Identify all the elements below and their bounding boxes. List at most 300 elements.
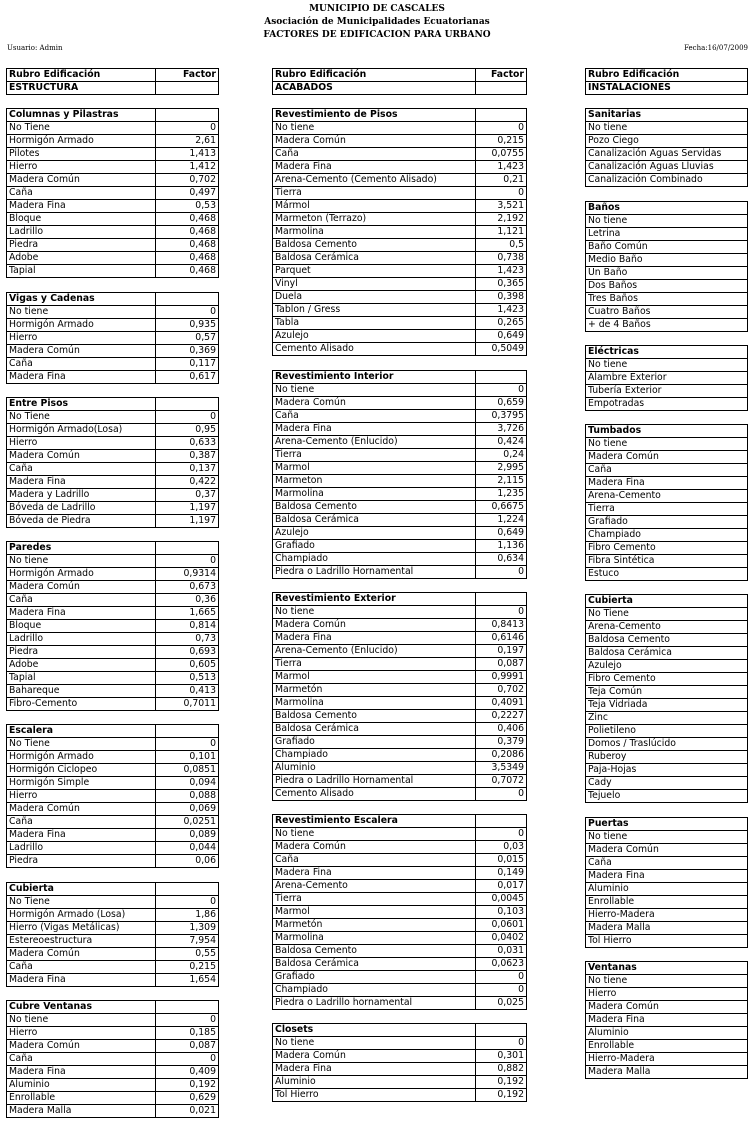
factor-value: 1,309 [156, 921, 219, 934]
factor-value: 3,521 [476, 200, 527, 213]
table-row [586, 1066, 748, 1079]
section-header-row [273, 109, 527, 122]
factor-value: 0 [476, 971, 527, 984]
table-row [586, 921, 748, 934]
item-name: No Tiene [7, 895, 156, 908]
item-name: Cady [586, 777, 748, 790]
item-name: Hormigón Armado [7, 135, 156, 148]
factor-value: 0,673 [156, 581, 219, 594]
table-row [7, 252, 219, 265]
header-factor [476, 82, 527, 95]
item-name: Piedra o Ladrillo Hornamental [273, 565, 476, 578]
factor-value: 1,197 [156, 501, 219, 514]
factor-value: 0,0623 [476, 958, 527, 971]
factor-value: 0,702 [476, 683, 527, 696]
item-name: Madera Fina [273, 1063, 476, 1076]
factor-value: 0,468 [156, 265, 219, 278]
item-name: Aluminio [273, 761, 476, 774]
table-row [7, 829, 219, 842]
table-row [7, 620, 219, 633]
item-name: Tierra [273, 893, 476, 906]
item-name: Marmolina [273, 696, 476, 709]
factor-value: 2,192 [476, 213, 527, 226]
item-name: Canalización Aguas Servidas [586, 148, 748, 161]
table-row [273, 722, 527, 735]
factor-value: 0,629 [156, 1092, 219, 1105]
table-row [273, 1089, 527, 1102]
factor-value: 0 [476, 122, 527, 135]
factor-value: 0,069 [156, 803, 219, 816]
item-name: Hierro (Vigas Metálicas) [7, 921, 156, 934]
table-row [586, 477, 748, 490]
section-gap [585, 95, 748, 108]
item-name: Dos Baños [586, 279, 748, 292]
table-row [586, 253, 748, 266]
item-name: Hormigón Armado [7, 751, 156, 764]
item-name: Estereoestructura [7, 934, 156, 947]
table-row [586, 647, 748, 660]
item-name: Cemento Alisado [273, 787, 476, 800]
date-label: Fecha:16/07/2009 [684, 44, 748, 52]
factor-value: 0,95 [156, 423, 219, 436]
factor-value: 0,5049 [476, 343, 527, 356]
item-name: Madera Malla [586, 1066, 748, 1079]
table-row [273, 187, 527, 200]
table-row [7, 855, 219, 868]
item-name: Tierra [273, 448, 476, 461]
table-row [273, 631, 527, 644]
section-gap [585, 803, 748, 816]
factor-value: 0,087 [156, 1040, 219, 1053]
factor-value: 0,468 [156, 226, 219, 239]
table-row [273, 945, 527, 958]
table-row [7, 514, 219, 527]
item-name: Marmolina [273, 226, 476, 239]
table-row [7, 764, 219, 777]
header-factor [476, 1024, 527, 1037]
table-row [273, 787, 527, 800]
table-row [273, 1063, 527, 1076]
section-gap [6, 987, 219, 1000]
table-row [586, 869, 748, 882]
item-name: Empotradas [586, 397, 748, 410]
item-name: Pilotes [7, 148, 156, 161]
table-row [273, 1037, 527, 1050]
item-name: + de 4 Baños [586, 318, 748, 331]
table-row [273, 487, 527, 500]
factor-value: 0,3795 [476, 409, 527, 422]
item-name: Tres Baños [586, 292, 748, 305]
table-row [7, 1053, 219, 1066]
table-row [273, 854, 527, 867]
section-title: ESTRUCTURA [7, 82, 156, 95]
factor-value: 0,7072 [476, 774, 527, 787]
item-name: Hormigón Simple [7, 777, 156, 790]
item-name: Baldosa Cemento [273, 239, 476, 252]
section-gap [585, 581, 748, 594]
factor-value: 0,659 [476, 396, 527, 409]
municipality-title: MUNICIPIO DE CASCALES [309, 4, 445, 14]
item-name: Madera Común [273, 841, 476, 854]
table-row [7, 344, 219, 357]
table-row [586, 279, 748, 292]
section-header-row [7, 109, 219, 122]
table-row [586, 764, 748, 777]
item-name: Tabla [273, 317, 476, 330]
item-name: Hierro [7, 790, 156, 803]
section-gap [6, 278, 219, 291]
factor-value: 0,468 [156, 252, 219, 265]
item-name: Enrollable [586, 895, 748, 908]
section-title: Paredes [7, 542, 156, 555]
item-name: Adobe [7, 252, 156, 265]
item-name: Madera Fina [586, 1014, 748, 1027]
section-title: INSTALACIONES [586, 82, 748, 95]
item-name: Tierra [273, 657, 476, 670]
column-header-table [272, 68, 527, 95]
factor-value: 0,215 [156, 960, 219, 973]
section-header-row [7, 397, 219, 410]
factor-value: 1,423 [476, 304, 527, 317]
table-row [7, 1105, 219, 1118]
section-title: Ventanas [586, 962, 748, 975]
table-row [273, 696, 527, 709]
factor-value: 0,702 [156, 174, 219, 187]
table-row [586, 227, 748, 240]
item-name: Marmeton (Terrazo) [273, 213, 476, 226]
table-row [273, 265, 527, 278]
section-header-row [586, 425, 748, 438]
header-factor [476, 815, 527, 828]
report-title: FACTORES DE EDIFICACION PARA URBANO [263, 30, 491, 40]
factor-value: 1,423 [476, 161, 527, 174]
item-name: Grafiado [273, 539, 476, 552]
table-row [273, 618, 527, 631]
factor-value: 0,0045 [476, 893, 527, 906]
factor-value: 1,423 [476, 265, 527, 278]
section-title: Revestimiento Interior [273, 370, 476, 383]
estructura-column [6, 68, 219, 1118]
table-row [273, 239, 527, 252]
table-row [7, 1066, 219, 1079]
table-row [273, 709, 527, 722]
item-name: Marmol [273, 906, 476, 919]
section-header-row [7, 69, 219, 82]
section-title: Columnas y Pilastras [7, 109, 156, 122]
table-row [586, 122, 748, 135]
section-header-row [273, 592, 527, 605]
factor-value: 0,406 [476, 722, 527, 735]
factor-value: 1,665 [156, 607, 219, 620]
instalaciones-column [585, 68, 748, 1079]
table-row [7, 738, 219, 751]
item-name: Ruberoy [586, 751, 748, 764]
section-title: Escalera [7, 725, 156, 738]
item-name: Hierro [7, 161, 156, 174]
factor-value: 0 [156, 122, 219, 135]
factor-value: 0 [156, 555, 219, 568]
table-row [7, 475, 219, 488]
table-row [273, 670, 527, 683]
factor-value: 0,8413 [476, 618, 527, 631]
factor-value: 0,025 [476, 997, 527, 1010]
table-row [7, 488, 219, 501]
item-name: Tubería Exterior [586, 384, 748, 397]
table-row [7, 135, 219, 148]
item-name: No tiene [7, 1014, 156, 1027]
factor-value: 0,094 [156, 777, 219, 790]
item-name: Madera Fina [586, 477, 748, 490]
factor-value: 0,6675 [476, 500, 527, 513]
table-row [273, 565, 527, 578]
table-row [273, 932, 527, 945]
table-row [586, 555, 748, 568]
item-name: Tapial [7, 265, 156, 278]
factor-value: 0,9314 [156, 568, 219, 581]
item-name: Madera Común [273, 135, 476, 148]
section-header-row [7, 82, 219, 95]
table-row [273, 500, 527, 513]
factor-value: 0,398 [476, 291, 527, 304]
table-row [586, 568, 748, 581]
item-name: Baldosa Cerámica [273, 958, 476, 971]
item-name: Hierro-Madera [586, 1053, 748, 1066]
factor-value: 0,137 [156, 462, 219, 475]
factor-value: 0,2086 [476, 748, 527, 761]
factor-value: 0,117 [156, 357, 219, 370]
item-name: Ladrillo [7, 226, 156, 239]
table-row [7, 200, 219, 213]
section-gap [585, 948, 748, 961]
factor-value: 0,301 [476, 1050, 527, 1063]
section-table [585, 345, 748, 411]
item-name: Caña [273, 148, 476, 161]
item-name: Tierra [273, 187, 476, 200]
section-title: Revestimiento Escalera [273, 815, 476, 828]
item-name: Hormigón Armado [7, 318, 156, 331]
factor-value: 0,2227 [476, 709, 527, 722]
item-name: Tejuelo [586, 790, 748, 803]
table-row [7, 751, 219, 764]
item-name: Caña [7, 594, 156, 607]
table-row [273, 774, 527, 787]
section-header-row [586, 962, 748, 975]
section-header-row [7, 725, 219, 738]
table-row [273, 735, 527, 748]
item-name: Madera Malla [7, 1105, 156, 1118]
table-row [586, 686, 748, 699]
table-row [7, 581, 219, 594]
item-name: Pozo Ciego [586, 135, 748, 148]
item-name: Duela [273, 291, 476, 304]
header-factor [476, 109, 527, 122]
item-name: Caña [7, 1053, 156, 1066]
item-name: Arena-Cemento (Enlucido) [273, 435, 476, 448]
factor-value: 0,015 [476, 854, 527, 867]
factor-value: 0 [476, 787, 527, 800]
section-title: Rubro Edificación [273, 69, 476, 82]
factor-value: 0,468 [156, 213, 219, 226]
section-header-row [7, 882, 219, 895]
factor-value: 0,365 [476, 278, 527, 291]
table-row [273, 880, 527, 893]
factor-value: 0 [476, 383, 527, 396]
factor-value: 0,468 [156, 239, 219, 252]
section-table [272, 814, 527, 1010]
item-name: Tapial [7, 672, 156, 685]
factor-value: 0,149 [476, 867, 527, 880]
header-factor: Factor [476, 69, 527, 82]
table-row [273, 513, 527, 526]
table-row [273, 409, 527, 422]
table-row [7, 947, 219, 960]
table-row [7, 1027, 219, 1040]
table-row [586, 673, 748, 686]
factor-value: 0,935 [156, 318, 219, 331]
item-name: Piedra o Ladrillo hornamental [273, 997, 476, 1010]
item-name: Madera Fina [273, 422, 476, 435]
table-row [586, 725, 748, 738]
table-row [273, 841, 527, 854]
section-table [272, 108, 527, 356]
section-header-row [7, 542, 219, 555]
item-name: Madera Común [7, 344, 156, 357]
table-row [586, 305, 748, 318]
item-name: Tol Hierro [273, 1089, 476, 1102]
factor-value: 0,088 [156, 790, 219, 803]
factor-value: 0 [156, 410, 219, 423]
table-row [273, 200, 527, 213]
table-row [586, 712, 748, 725]
table-row [7, 607, 219, 620]
item-name: Aluminio [586, 1027, 748, 1040]
item-name: Arena-Cemento (Cemento Alisado) [273, 174, 476, 187]
item-name: Madera Fina [7, 973, 156, 986]
table-row [586, 777, 748, 790]
table-row [7, 698, 219, 711]
table-row [273, 748, 527, 761]
table-row [7, 213, 219, 226]
table-row [7, 318, 219, 331]
section-header-row [586, 817, 748, 830]
table-row [586, 895, 748, 908]
factor-value: 7,954 [156, 934, 219, 947]
factor-value: 0 [476, 1037, 527, 1050]
table-row [273, 226, 527, 239]
section-title: Eléctricas [586, 345, 748, 358]
item-name: No Tiene [7, 410, 156, 423]
column-header-table [6, 68, 219, 95]
table-row [273, 252, 527, 265]
item-name: Madera Fina [7, 607, 156, 620]
section-table [585, 108, 748, 187]
table-row [273, 761, 527, 774]
table-row [7, 370, 219, 383]
table-row [586, 516, 748, 529]
factor-value: 1,136 [476, 539, 527, 552]
table-row [7, 265, 219, 278]
factor-value: 0 [476, 984, 527, 997]
item-name: No tiene [7, 555, 156, 568]
factor-value: 0,387 [156, 449, 219, 462]
table-row [7, 239, 219, 252]
table-row [586, 699, 748, 712]
table-row [586, 318, 748, 331]
item-name: Tol Hierro [586, 934, 748, 947]
item-name: Madera y Ladrillo [7, 488, 156, 501]
item-name: Madera Común [7, 1040, 156, 1053]
item-name: Madera Fina [273, 161, 476, 174]
factor-value: 0 [156, 1014, 219, 1027]
factor-value: 1,235 [476, 487, 527, 500]
item-name: Hierro [7, 331, 156, 344]
table-row [586, 660, 748, 673]
table-row [586, 608, 748, 621]
section-table [272, 1023, 527, 1102]
factor-value: 0,215 [476, 135, 527, 148]
item-name: Fibro Cemento [586, 673, 748, 686]
table-row [273, 330, 527, 343]
section-title: Rubro Edificación [7, 69, 156, 82]
factor-value: 1,413 [156, 148, 219, 161]
item-name: Alambre Exterior [586, 371, 748, 384]
section-table [6, 1000, 219, 1118]
table-row [7, 1079, 219, 1092]
item-name: Hierro [7, 436, 156, 449]
item-name: Hierro-Madera [586, 908, 748, 921]
item-name: Baldosa Cemento [586, 634, 748, 647]
section-title: Cubierta [586, 595, 748, 608]
item-name: Vinyl [273, 278, 476, 291]
table-row [586, 451, 748, 464]
item-name: Madera Común [273, 396, 476, 409]
factor-value: 0,103 [476, 906, 527, 919]
factor-value: 0,53 [156, 200, 219, 213]
table-row [273, 971, 527, 984]
table-row [586, 908, 748, 921]
factor-value: 0,021 [156, 1105, 219, 1118]
item-name: Hormigón Ciclopeo [7, 764, 156, 777]
section-table [585, 817, 748, 948]
table-row [586, 438, 748, 451]
item-name: Baldosa Cemento [273, 709, 476, 722]
item-name: Marmolina [273, 487, 476, 500]
item-name: Piedra [7, 239, 156, 252]
item-name: Madera Común [273, 1050, 476, 1063]
item-name: Aluminio [586, 882, 748, 895]
item-name: Arena-Cemento (Enlucido) [273, 644, 476, 657]
item-name: Baldosa Cerámica [586, 647, 748, 660]
table-row [586, 975, 748, 988]
section-table [272, 370, 527, 579]
factor-value: 2,995 [476, 461, 527, 474]
item-name: Polietileno [586, 725, 748, 738]
section-table [6, 882, 219, 987]
item-name: Aluminio [273, 1076, 476, 1089]
item-name: Mármol [273, 200, 476, 213]
table-row [273, 1050, 527, 1063]
table-row [586, 503, 748, 516]
table-row [7, 803, 219, 816]
factor-value: 0,422 [156, 475, 219, 488]
table-row [586, 1027, 748, 1040]
factor-value: 0,0251 [156, 816, 219, 829]
section-header-row [586, 82, 748, 95]
table-row [7, 842, 219, 855]
item-name: Arena-Cemento [586, 490, 748, 503]
item-name: Baldosa Cemento [273, 500, 476, 513]
factor-value: 0,57 [156, 331, 219, 344]
